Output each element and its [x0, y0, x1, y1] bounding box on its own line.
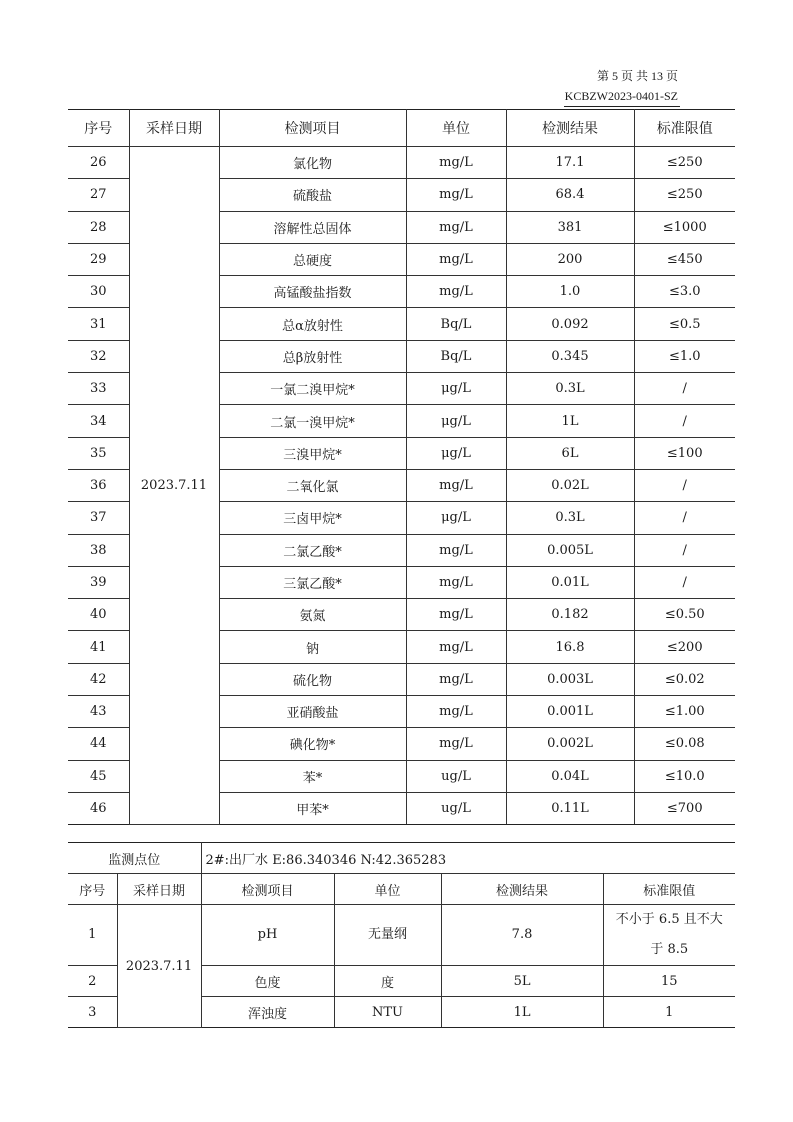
row-no: 39 — [68, 566, 129, 598]
row-no: 42 — [68, 663, 129, 695]
row-item: 总α放射性 — [219, 308, 406, 340]
row-item: 三卤甲烷* — [219, 502, 406, 534]
row-no: 3 — [68, 997, 117, 1028]
row-result: 68.4 — [506, 179, 634, 211]
row-limit: ≤250 — [634, 147, 735, 179]
row-limit: ≤1.00 — [634, 696, 735, 728]
row-limit: / — [634, 469, 735, 501]
row-no: 31 — [68, 308, 129, 340]
row-unit: mg/L — [406, 728, 506, 760]
row-limit: ≤450 — [634, 243, 735, 275]
row-unit: mg/L — [406, 243, 506, 275]
row-result: 0.001L — [506, 696, 634, 728]
row-no: 46 — [68, 792, 129, 824]
row-no: 2 — [68, 966, 117, 997]
row-limit: ≤3.0 — [634, 276, 735, 308]
col-header-result: 检测结果 — [506, 110, 634, 147]
row-unit: mg/L — [406, 566, 506, 598]
row-unit: μg/L — [406, 437, 506, 469]
table-row — [68, 905, 735, 966]
row-limit: / — [634, 502, 735, 534]
row-item: 苯* — [219, 760, 406, 792]
row-limit: ≤0.5 — [634, 308, 735, 340]
limit-line-2: 于 8.5 — [650, 942, 689, 957]
row-result: 0.002L — [506, 728, 634, 760]
row-limit: ≤200 — [634, 631, 735, 663]
row-result: 6L — [506, 437, 634, 469]
results-table-2 — [68, 842, 735, 1028]
row-limit — [603, 905, 735, 966]
sampling-date: 2023.7.11 — [129, 147, 219, 825]
col-header-no: 序号 — [68, 110, 129, 147]
row-unit: ug/L — [406, 760, 506, 792]
row-unit: mg/L — [406, 599, 506, 631]
col-header-limit: 标准限值 — [603, 874, 735, 905]
col-header-date: 采样日期 — [129, 110, 219, 147]
row-limit: / — [634, 373, 735, 405]
row-unit: μg/L — [406, 502, 506, 534]
row-item: 三氯乙酸* — [219, 566, 406, 598]
row-result: 1L — [441, 997, 603, 1028]
report-number: KCBZW2023-0401-SZ — [564, 89, 678, 103]
row-result: 16.8 — [506, 631, 634, 663]
row-unit: mg/L — [406, 469, 506, 501]
row-limit: / — [634, 534, 735, 566]
row-unit: μg/L — [406, 405, 506, 437]
row-item: 一氯二溴甲烷* — [219, 373, 406, 405]
row-limit: ≤0.02 — [634, 663, 735, 695]
row-limit: ≤1.0 — [634, 340, 735, 372]
row-limit: ≤0.50 — [634, 599, 735, 631]
location-value: 2#:出厂水 E:86.340346 N:42.365283 — [201, 843, 735, 874]
row-item: 溶解性总固体 — [219, 211, 406, 243]
row-item: 二氯一溴甲烷* — [219, 405, 406, 437]
row-result: 0.01L — [506, 566, 634, 598]
table-header-row — [68, 874, 735, 905]
row-result: 0.04L — [506, 760, 634, 792]
row-result: 200 — [506, 243, 634, 275]
row-unit: mg/L — [406, 179, 506, 211]
row-unit: mg/L — [406, 696, 506, 728]
row-item: 总硬度 — [219, 243, 406, 275]
row-unit: mg/L — [406, 663, 506, 695]
row-item: 甲苯* — [219, 792, 406, 824]
row-item: 氨氮 — [219, 599, 406, 631]
col-header-result: 检测结果 — [441, 874, 603, 905]
row-no: 43 — [68, 696, 129, 728]
row-no: 32 — [68, 340, 129, 372]
row-no: 41 — [68, 631, 129, 663]
row-item: 总β放射性 — [219, 340, 406, 372]
location-label: 监测点位 — [68, 843, 201, 874]
row-unit: mg/L — [406, 631, 506, 663]
row-item: 氯化物 — [219, 147, 406, 179]
row-result: 0.11L — [506, 792, 634, 824]
row-limit: ≤250 — [634, 179, 735, 211]
row-no: 38 — [68, 534, 129, 566]
row-unit: μg/L — [406, 373, 506, 405]
row-unit: mg/L — [406, 276, 506, 308]
row-limit: ≤100 — [634, 437, 735, 469]
row-result: 0.182 — [506, 599, 634, 631]
table-row — [68, 147, 735, 179]
row-item: 硫化物 — [219, 663, 406, 695]
row-limit: 1 — [603, 997, 735, 1028]
row-item: 三溴甲烷* — [219, 437, 406, 469]
page-header — [565, 66, 678, 106]
row-unit: Bq/L — [406, 340, 506, 372]
table-header-row — [68, 110, 735, 147]
row-result: 0.02L — [506, 469, 634, 501]
row-no: 34 — [68, 405, 129, 437]
row-unit: mg/L — [406, 147, 506, 179]
row-result: 17.1 — [506, 147, 634, 179]
col-header-date: 采样日期 — [117, 874, 201, 905]
row-item: 碘化物* — [219, 728, 406, 760]
row-no: 29 — [68, 243, 129, 275]
results-table-1 — [68, 109, 735, 825]
row-item: 钠 — [219, 631, 406, 663]
row-item: pH — [201, 905, 334, 966]
col-header-no: 序号 — [68, 874, 117, 905]
row-no: 1 — [68, 905, 117, 966]
row-no: 28 — [68, 211, 129, 243]
row-no: 36 — [68, 469, 129, 501]
row-result: 0.345 — [506, 340, 634, 372]
row-item: 亚硝酸盐 — [219, 696, 406, 728]
row-unit: mg/L — [406, 211, 506, 243]
sampling-date: 2023.7.11 — [117, 905, 201, 1028]
row-no: 27 — [68, 179, 129, 211]
row-unit: 无量纲 — [334, 905, 441, 966]
row-limit: ≤700 — [634, 792, 735, 824]
row-limit: / — [634, 566, 735, 598]
row-result: 0.3L — [506, 502, 634, 534]
row-item: 高锰酸盐指数 — [219, 276, 406, 308]
row-result: 0.092 — [506, 308, 634, 340]
row-no: 45 — [68, 760, 129, 792]
page-number: 第 5 页 共 13 页 — [596, 69, 678, 83]
row-item: 硫酸盐 — [219, 179, 406, 211]
row-limit: ≤10.0 — [634, 760, 735, 792]
row-result: 0.3L — [506, 373, 634, 405]
location-row — [68, 843, 735, 874]
col-header-unit: 单位 — [406, 110, 506, 147]
row-result: 0.005L — [506, 534, 634, 566]
row-limit: ≤1000 — [634, 211, 735, 243]
row-item: 色度 — [201, 966, 334, 997]
row-unit: 度 — [334, 966, 441, 997]
row-item: 二氯乙酸* — [219, 534, 406, 566]
row-limit: / — [634, 405, 735, 437]
row-no: 44 — [68, 728, 129, 760]
col-header-unit: 单位 — [334, 874, 441, 905]
row-limit: 15 — [603, 966, 735, 997]
row-no: 26 — [68, 147, 129, 179]
header-rule — [564, 106, 680, 107]
row-item: 浑浊度 — [201, 997, 334, 1028]
row-unit: mg/L — [406, 534, 506, 566]
row-no: 40 — [68, 599, 129, 631]
row-unit: NTU — [334, 997, 441, 1028]
row-no: 35 — [68, 437, 129, 469]
row-result: 1L — [506, 405, 634, 437]
limit-line-1: 不小于 6.5 且不大 — [615, 912, 723, 927]
row-no: 37 — [68, 502, 129, 534]
row-result: 1.0 — [506, 276, 634, 308]
col-header-item: 检测项目 — [201, 874, 334, 905]
col-header-item: 检测项目 — [219, 110, 406, 147]
row-result: 0.003L — [506, 663, 634, 695]
row-unit: ug/L — [406, 792, 506, 824]
row-result: 7.8 — [441, 905, 603, 966]
row-unit: Bq/L — [406, 308, 506, 340]
row-no: 30 — [68, 276, 129, 308]
row-item: 二氧化氯 — [219, 469, 406, 501]
row-result: 5L — [441, 966, 603, 997]
row-limit: ≤0.08 — [634, 728, 735, 760]
row-result: 381 — [506, 211, 634, 243]
col-header-limit: 标准限值 — [634, 110, 735, 147]
row-no: 33 — [68, 373, 129, 405]
